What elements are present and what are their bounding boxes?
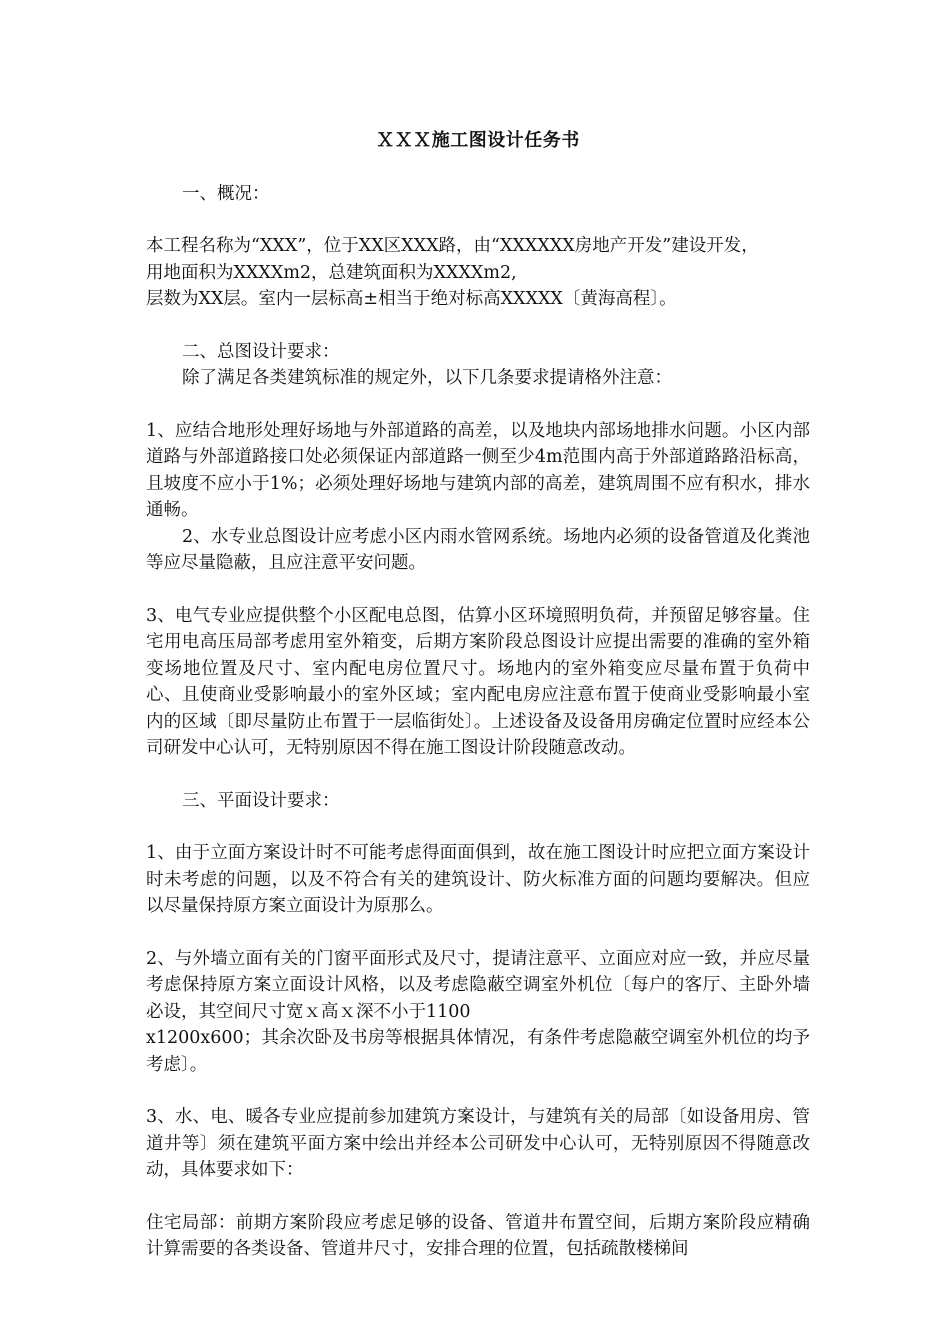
- section3-item4: 住宅局部：前期方案阶段应考虑足够的设备、管道井布置空间，后期方案阶段应精确计算需要的各类设备、管道井尺寸，安排合理的位置，包括疏散楼梯间: [146, 1212, 810, 1259]
- section3-heading: 三、平面设计要求：: [182, 790, 340, 811]
- section2-item1: 1、应结合地形处理好场地与外部道路的高差，以及地块内部场地排水问题。小区内部道路与外部道路接口处必须保证内部道路一侧至少4m范围内高于外部道路路沿标高，且坡度不应小于1%；必须处理好场地与建筑内部的高差，建筑周围不应有积水，排水通畅。: [146, 420, 810, 520]
- section2-item3: 3、电气专业应提供整个小区配电总图，估算小区环境照明负荷，并预留足够容量。住宅用电高压局部考虑用室外箱变，后期方案阶段总图设计应提出需要的准确的室外箱变场地位置及尺寸、室内配电房位置尺寸。场地内的室外箱变应尽量布置于负荷中心、且使商业受影响最小的室外区域；室内配电房应注意布置于使商业受影响最小室内的区域〔即尽量防止布置于一层临街处〕。上述设备及设备用房确定位置时应经本公司研发中心认可，无特别原因不得在施工图设计阶段随意改动。: [146, 605, 810, 758]
- section2-intro: 除了满足各类建筑标准的规定外，以下几条要求提请格外注意：: [182, 368, 672, 388]
- section3-item2: [146, 946, 810, 1079]
- section1-body-line1: 本工程名称为“XXX”，位于XX区XXX路，由“XXXXXX房地产开发”建设开发，: [146, 236, 759, 256]
- section3-item1: 1、由于立面方案设计时不可能考虑得面面俱到，故在施工图设计时应把立面方案设计时未考虑的问题，以及不符合有关的建筑设计、防火标准方面的问题均要解决。但应以尽量保持原方案立面设计为原那么。: [146, 843, 810, 916]
- section1-body: [146, 233, 810, 313]
- document-title: ＸＸＸ施工图设计任务书: [376, 130, 580, 151]
- section1-body-line3: 层数为XX层。室内一层标高±相当于绝对标高XXXXX〔黄海高程〕。: [146, 289, 677, 309]
- section3-item2-part2: x1200x600；其余次卧及书房等根据具体情况，有条件考虑隐蔽空调室外机位的均予考虑〕。: [146, 1028, 810, 1075]
- section2-heading: 二、总图设计要求：: [182, 341, 340, 362]
- section1-heading: 一、概况：: [182, 183, 270, 204]
- section1-body-line2: 用地面积为XXXXm2，总建筑面积为XXXXm2,: [146, 262, 517, 283]
- section2-item2: 2、水专业总图设计应考虑小区内雨水管网系统。场地内必须的设备管道及化粪池等应尽量隐蔽，且应注意平安问题。: [146, 526, 810, 573]
- section3-item2-part1: 2、与外墙立面有关的门窗平面形式及尺寸，提请注意平、立面应对应一致，并应尽量考虑保持原方案立面设计风格，以及考虑隐蔽空调室外机位〔每户的客厅、主卧外墙必设，其空间尺寸宽ｘ高ｘ深不小于1100: [146, 948, 810, 1022]
- section3-item3: 3、水、电、暖各专业应提前参加建筑方案设计，与建筑有关的局部〔如设备用房、管道井等〕须在建筑平面方案中绘出并经本公司研发中心认可，无特别原因不得随意改动，具体要求如下：: [146, 1107, 810, 1180]
